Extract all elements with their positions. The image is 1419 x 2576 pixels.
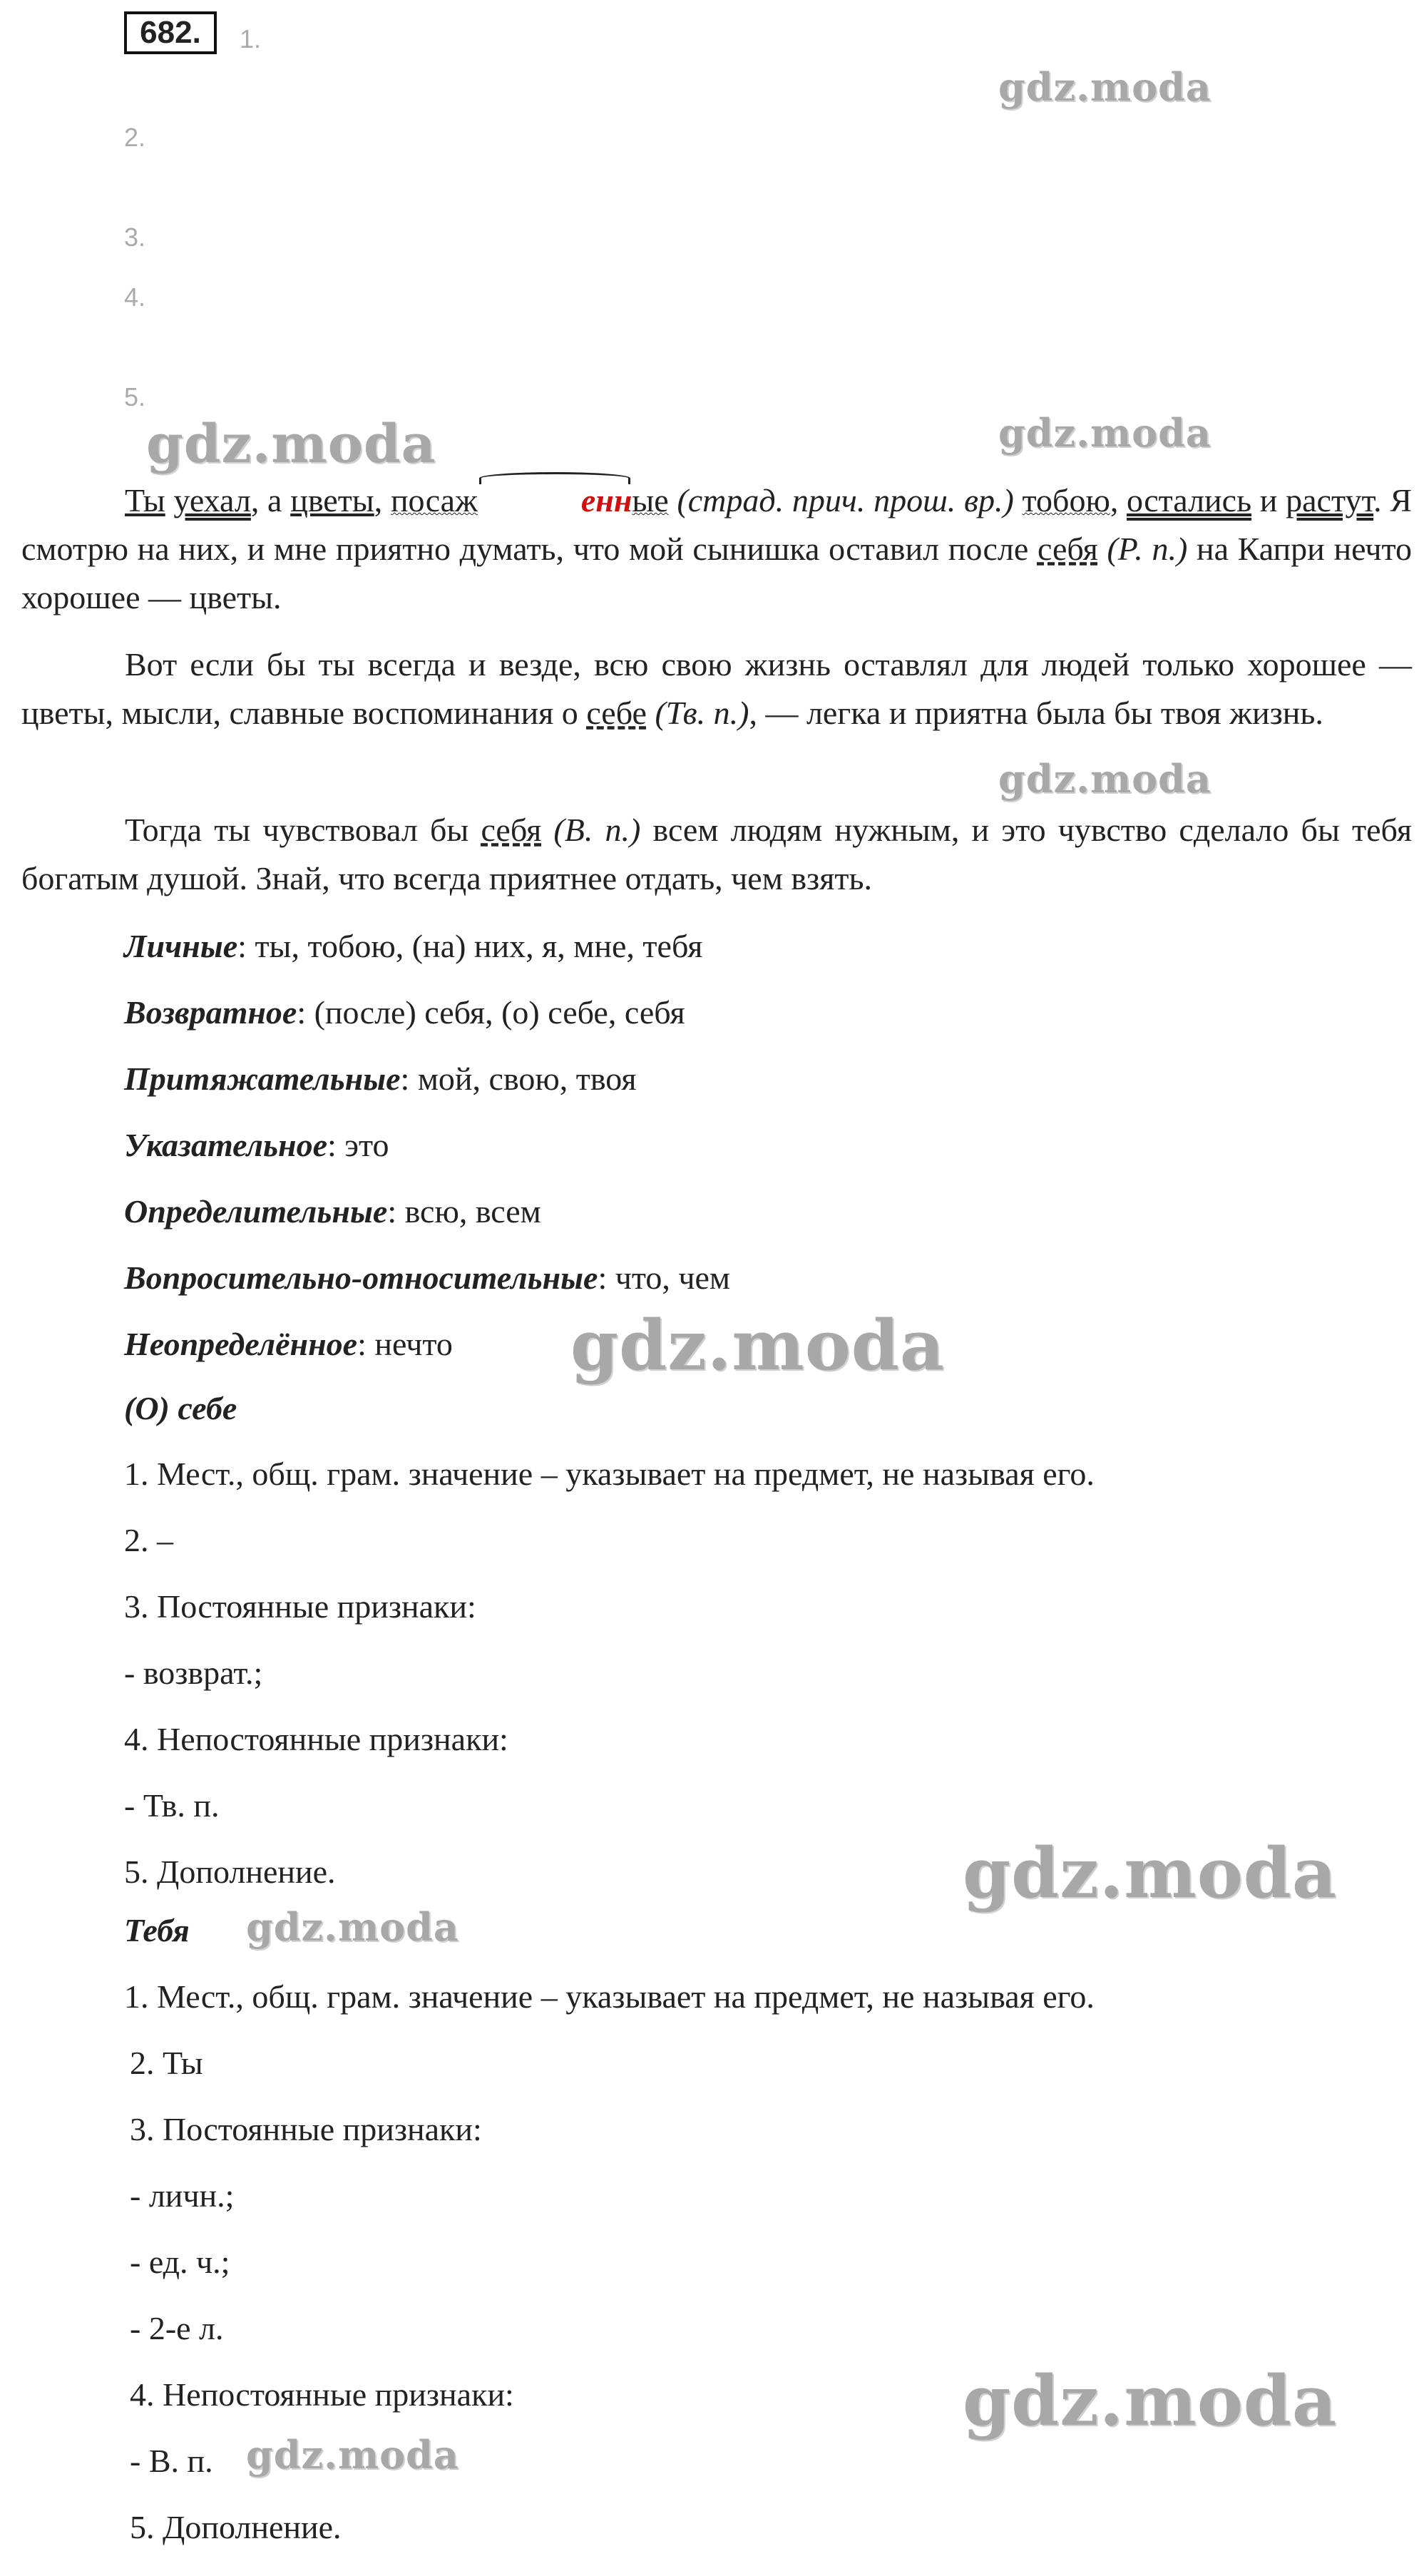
category-line [124, 1325, 453, 1363]
category-line [124, 993, 685, 1031]
watermark: gdz.moda [998, 410, 1211, 456]
exercise-number: 682. [124, 11, 217, 54]
category-line [124, 1192, 541, 1230]
word-object: себе [586, 695, 647, 731]
category-items: : мой, свою, твоя [400, 1060, 637, 1097]
analysis-line: 3. Постоянные признаки: [124, 1588, 476, 1625]
category-label: Возвратное [124, 994, 297, 1031]
watermark: gdz.moda [963, 2361, 1338, 2441]
analysis-line: 3. Постоянные признаки: [130, 2111, 482, 2147]
word-subject: цветы [290, 482, 374, 518]
text-fragment: , [374, 482, 391, 518]
plan-item-2: 2. [124, 123, 146, 152]
category-label: Указательное [124, 1127, 328, 1163]
watermark: gdz.moda [246, 1904, 459, 1950]
word-object: себя [1037, 531, 1098, 567]
text-fragment: всем людям нужным, и это чувство сделало бы тебя богатым душой. Знай, что всегда приятнее отдать, чем взять. [21, 812, 1412, 896]
watermark: gdz.moda [146, 414, 436, 475]
watermark: gdz.moda [998, 756, 1211, 802]
category-line [124, 927, 702, 965]
word-predicate: уехал [173, 482, 251, 518]
text-fragment: , а [250, 482, 291, 518]
analysis-line: 1. Мест., общ. грам. значение – указывает на предмет, не называя его. [124, 1456, 1095, 1492]
analysis-title: Тебя [124, 1912, 190, 1948]
category-label: Определительные [124, 1193, 388, 1230]
text-paragraph-3 [21, 806, 1412, 903]
word-modifier: тобою [1022, 482, 1110, 518]
plan-item-4: 4. [124, 282, 146, 312]
category-items: : (после) себя, (о) себе, себя [297, 994, 685, 1031]
text-paragraph-2 [21, 640, 1412, 737]
analysis-line: - возврат.; [124, 1655, 263, 1691]
text-fragment [1014, 482, 1023, 518]
word-subject: Ты [125, 482, 165, 518]
analysis-line: - В. п. [130, 2443, 213, 2479]
category-line [124, 1259, 730, 1297]
analysis-line: - личн.; [130, 2177, 235, 2214]
category-items: : нечто [357, 1326, 453, 1362]
text-paragraph-1 [21, 476, 1412, 622]
category-label: Неопределённое [124, 1326, 358, 1362]
word-object: себя [481, 812, 542, 848]
case-note: (В. п.) [541, 812, 641, 848]
analysis-line: 5. Дополнение. [124, 1854, 336, 1890]
analysis-line: 5. Дополнение. [130, 2509, 342, 2545]
text-fragment: . Я смотрю на них, и мне приятно думать, что мой сынишка оставил после [21, 482, 1413, 567]
word-predicate: остались [1127, 482, 1252, 518]
case-note: (Тв. п.) [646, 695, 749, 731]
word-participle [391, 482, 669, 518]
text-fragment: на Капри нечто хорошее — цветы. [21, 531, 1412, 615]
case-note: (Р. п.) [1097, 531, 1188, 567]
watermark: gdz.moda [570, 1305, 946, 1386]
category-line [124, 1126, 389, 1164]
category-items: : это [327, 1127, 389, 1163]
watermark: gdz.moda [998, 64, 1211, 110]
watermark: gdz.moda [246, 2432, 459, 2478]
analysis-line: - 2-е л. [130, 2310, 224, 2346]
word-predicate: растут [1286, 482, 1374, 518]
category-label: Личные [124, 928, 238, 964]
category-items: : что, чем [598, 1259, 731, 1296]
plan-item-1: 1. [240, 24, 262, 53]
text-fragment: Тогда ты чувствовал бы [125, 812, 481, 848]
category-label: Вопросительно-относительные [124, 1259, 598, 1296]
plan-item-3: 3. [124, 223, 146, 252]
watermark: gdz.moda [963, 1833, 1338, 1913]
category-items: : всю, всем [387, 1193, 541, 1230]
analysis-title: (О) себе [124, 1390, 237, 1426]
participle-stem: посаж [390, 482, 478, 518]
participle-ending: ые [632, 482, 669, 518]
analysis-line: - ед. ч.; [130, 2244, 230, 2280]
text-fragment: Вот если бы ты всегда и везде, всю свою жизнь оставлял для людей только хорошее — цветы, мысли, славные воспоминания о [21, 646, 1412, 731]
plan-item-5: 5. [124, 382, 146, 412]
analysis-line: 2. – [124, 1522, 173, 1558]
analysis-line: 1. Мест., общ. грам. значение – указывает на предмет, не называя его. [124, 1978, 1095, 2015]
analysis-line: 4. Непостоянные признаки: [124, 1721, 508, 1757]
text-fragment: и [1251, 482, 1286, 518]
category-label: Притяжательные [124, 1060, 401, 1097]
participle-suffix: енн [478, 476, 632, 525]
analysis-line: - Тв. п. [124, 1787, 220, 1824]
category-line [124, 1060, 637, 1098]
category-items: : ты, тобою, (на) них, я, мне, тебя [237, 928, 703, 964]
text-fragment: , — легка и приятна была бы твоя жизнь. [749, 695, 1323, 731]
text-fragment: , [1110, 482, 1127, 518]
participle-note: (страд. прич. прош. вр.) [668, 482, 1014, 518]
analysis-line: 4. Непостоянные признаки: [130, 2376, 514, 2413]
analysis-line: 2. Ты [130, 2045, 203, 2081]
